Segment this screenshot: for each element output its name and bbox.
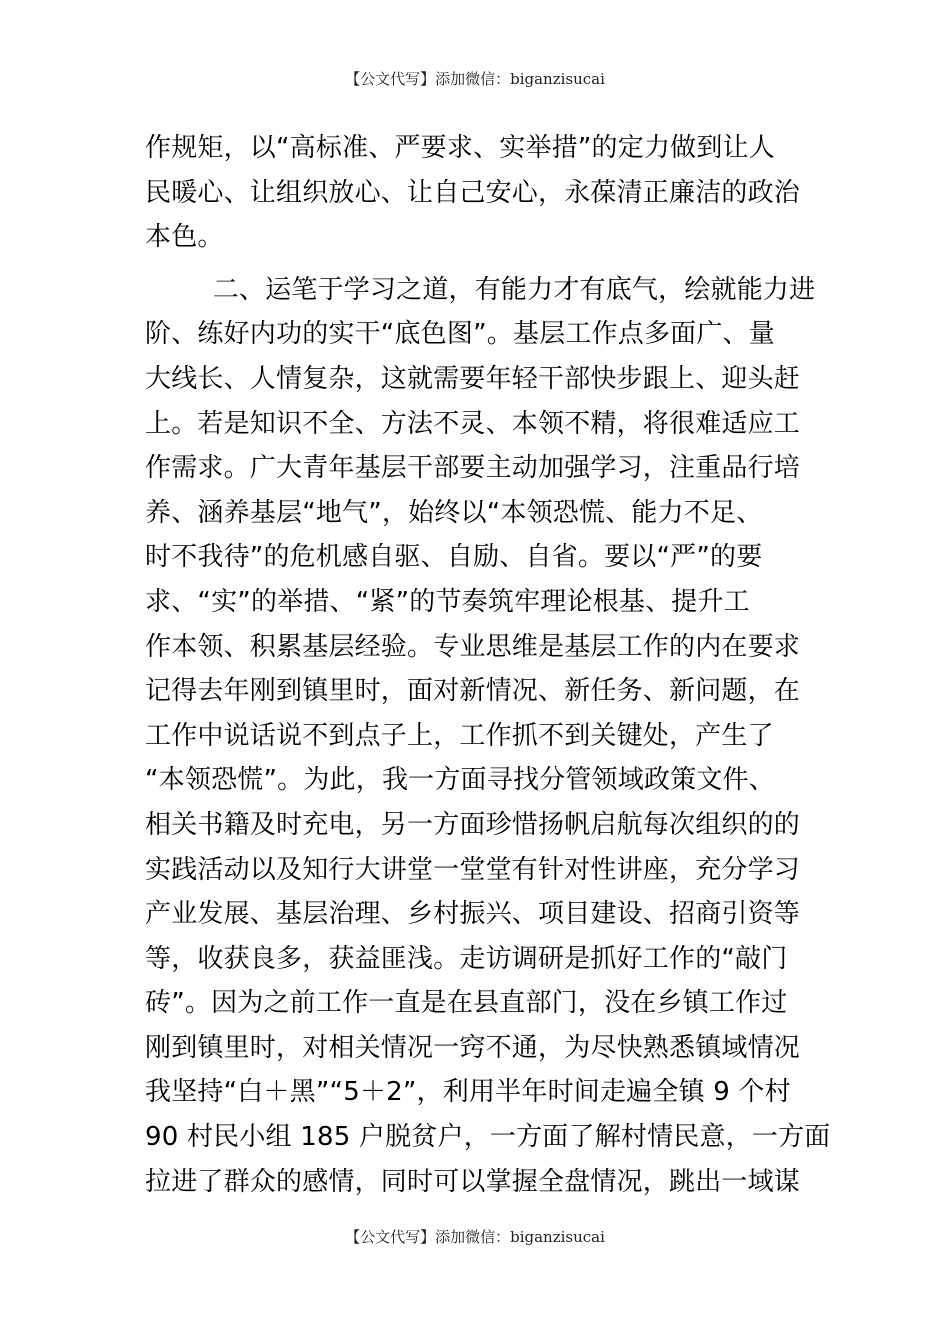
text-line: 工作中说话说不到点子上，工作抓不到关键处，产生了 bbox=[145, 720, 774, 751]
text-line: 作需求。广大青年基层干部要主动加强学习，注重品行培 bbox=[145, 453, 801, 484]
text-line: 时不我待”的危机感自驱、自励、自省。要以“严”的要 bbox=[145, 542, 763, 573]
text-line: 记得去年刚到镇里时，面对新情况、新任务、新问题，在 bbox=[145, 676, 801, 707]
text-line: 实践活动以及知行大讲堂一堂堂有针对性讲座，充分学习 bbox=[145, 854, 801, 885]
text-line: 阶、练好内功的实干“底色图”。基层工作点多面广、量 bbox=[145, 319, 775, 350]
text-line: 产业发展、基层治理、乡村振兴、项目建设、招商引资等 bbox=[145, 899, 801, 930]
text-line: 养、涵养基层“地气”，始终以“本领恐慌、能力不足、 bbox=[145, 497, 763, 528]
text-line: 作规矩，以“高标准、严要求、实举措”的定力做到让人 bbox=[145, 133, 775, 163]
text-line: 本色。 bbox=[145, 222, 224, 253]
text-line: 90 村民小组 185 户脱贫户，一方面了解村情民意，一方面 bbox=[145, 1122, 831, 1153]
document-body bbox=[145, 126, 831, 1204]
text-line: “本领恐慌”。为此，我一方面寻找分管领域政策文件、 bbox=[145, 765, 775, 796]
paragraph-1 bbox=[145, 126, 815, 260]
page-header-watermark: 【公文代写】添加微信：biganzisucai bbox=[345, 70, 605, 88]
text-line: 我坚持“白＋黑”“5＋2”，利用半年时间走遍全镇 9 个村 bbox=[145, 1077, 791, 1108]
text-line: 大线长、人情复杂，这就需要年轻干部快步跟上、迎头赶 bbox=[145, 363, 801, 394]
text-line: 等，收获良多，获益匪浅。走访调研是抓好工作的“敲门 bbox=[145, 943, 788, 974]
text-line: 上。若是知识不全、方法不灵、本领不精，将很难适应工 bbox=[145, 408, 801, 439]
page-footer-watermark: 【公文代写】添加微信：biganzisucai bbox=[345, 1228, 605, 1246]
text-line: 刚到镇里时，对相关情况一窍不通，为尽快熟悉镇域情况 bbox=[145, 1032, 801, 1063]
text-line: 求、“实”的举措、“紧”的节奏筑牢理论根基、提升工 bbox=[145, 586, 750, 617]
text-line: 相关书籍及时充电，另一方面珍惜扬帆启航每次组织的的 bbox=[145, 809, 801, 840]
text-line: 作本领、积累基层经验。专业思维是基层工作的内在要求 bbox=[145, 631, 801, 662]
paragraph-2 bbox=[145, 268, 831, 1204]
text-line: 拉进了群众的感情，同时可以掌握全盘情况，跳出一域谋 bbox=[145, 1166, 801, 1197]
text-line: 民暖心、让组织放心、让自己安心，永葆清正廉洁的政治 bbox=[145, 177, 801, 208]
text-line: 二、运笔于学习之道，有能力才有底气，绘就能力进 bbox=[145, 274, 816, 305]
text-line: 砖”。因为之前工作一直是在县直部门，没在乡镇工作过 bbox=[145, 988, 788, 1019]
